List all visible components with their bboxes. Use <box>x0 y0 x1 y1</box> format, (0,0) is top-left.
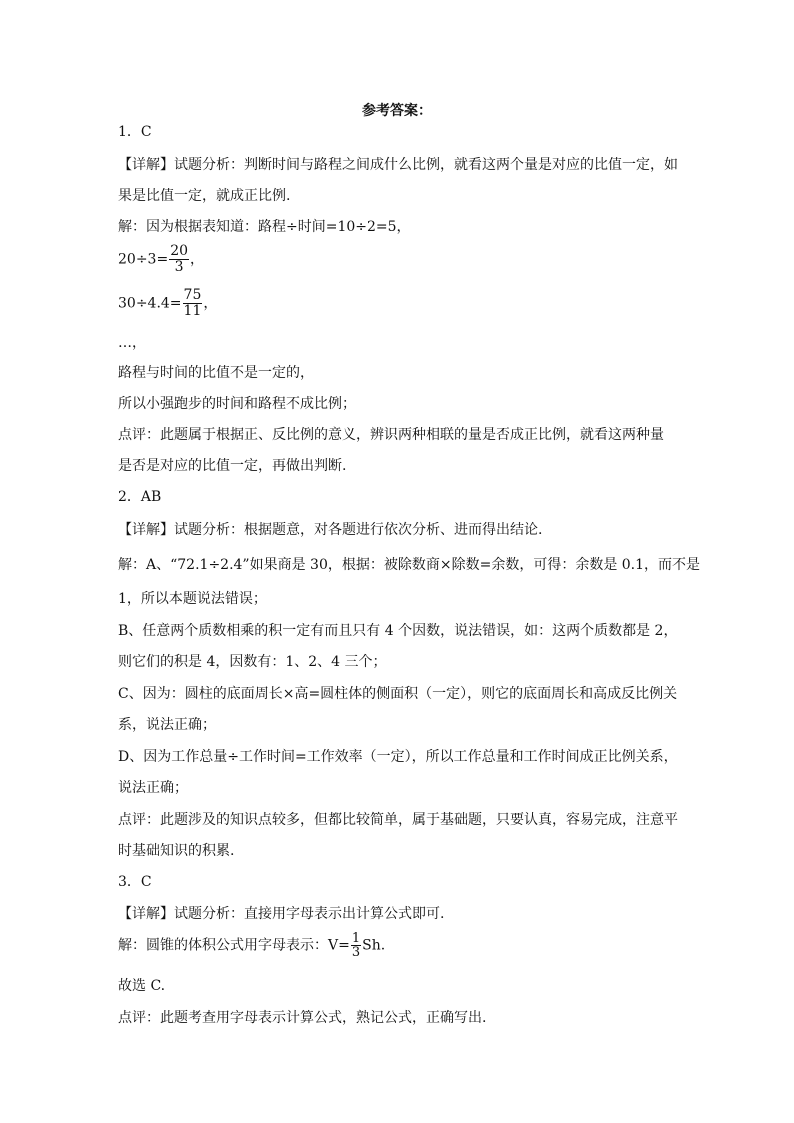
q3-answer: 3．C <box>118 874 152 890</box>
q2-review-line-2: 时基础知识的积累. <box>118 843 235 859</box>
q3-solution-left: 解：圆锥的体积公式用字母表示：V= <box>118 937 350 954</box>
q2-option-a-line-1: 解：A、“72.1÷2.4”如果商是 30，根据：被除数商×除数=余数，可得：余数是 0.1，而不是 <box>118 557 701 573</box>
q2-option-d-line-1: D、因为工作总量÷工作时间=工作效率（一定），所以工作总量和工作时间成正比例关系， <box>118 749 678 765</box>
q2-option-b-line-2: 则它们的积是 4，因数有：1、2、4 三个； <box>118 654 387 670</box>
q2-review-line-1: 点评：此题涉及的知识点较多，但都比较简单，属于基础题，只要认真，容易完成，注意平 <box>118 812 678 828</box>
q1-conclusion-2: 所以小强跑步的时间和路程不成比例； <box>118 396 356 412</box>
eq2-left: 30÷4.4= <box>118 295 182 312</box>
q2-option-b-line-1: B、任意两个质数相乘的积一定有而且只有 4 个因数，说法错误，如：这两个质数都是 2， <box>118 623 678 639</box>
eq2-fraction <box>183 288 203 319</box>
q2-option-a-line-2: 1，所以本题说法错误； <box>118 591 267 607</box>
q1-answer: 1．C <box>118 124 152 140</box>
q1-ellipsis: …， <box>118 335 146 351</box>
q3-numerator: 1 <box>351 931 361 946</box>
q3-fraction <box>351 932 361 959</box>
q3-detail: 【详解】试题分析：直接用字母表示出计算公式即可. <box>118 906 445 922</box>
page-title: 参考答案： <box>362 103 432 119</box>
q1-solution: 解：因为根据表知道：路程÷时间=10÷2=5， <box>118 219 411 235</box>
eq1-numerator: 20 <box>170 243 189 259</box>
q2-detail: 【详解】试题分析：根据题意，对各题进行依次分析、进而得出结论. <box>118 522 543 538</box>
eq2-end: ， <box>203 295 218 312</box>
q1-review-line-1: 点评：此题属于根据正、反比例的意义，辨识两种相联的量是否成正比例，就看这两种量 <box>118 427 664 443</box>
q1-detail-line-1: 【详解】试题分析：判断时间与路程之间成什么比例，就看这两个量是对应的比值一定，如 <box>118 157 678 173</box>
q2-option-c-line-2: 系，说法正确； <box>118 717 216 733</box>
q1-review-line-2: 是否是对应的比值一定，再做出判断. <box>118 458 347 474</box>
q1-equation-2 <box>118 288 678 319</box>
q3-review: 点评：此题考查用字母表示计算公式，熟记公式，正确写出. <box>118 1010 487 1026</box>
q1-equation-1 <box>118 244 678 275</box>
eq1-fraction <box>169 244 189 275</box>
eq2-denominator: 11 <box>183 303 202 319</box>
eq2-numerator: 75 <box>183 287 202 303</box>
q3-choose: 故选 C. <box>118 978 166 994</box>
q2-option-c-line-1: C、因为：圆柱的底面周长×高=圆柱体的侧面积（一定），则它的底面周长和高成反比例关 <box>118 686 678 702</box>
q2-answer: 2．AB <box>118 489 162 505</box>
q1-detail-line-2: 果是比值一定，就成正比例. <box>118 188 291 204</box>
q1-conclusion-1: 路程与时间的比值不是一定的， <box>118 365 314 381</box>
q2-option-d-line-2: 说法正确； <box>118 780 188 796</box>
eq1-end: ， <box>190 251 205 268</box>
eq1-denominator: 3 <box>174 259 184 275</box>
eq1-left: 20÷3= <box>118 251 169 268</box>
q3-denominator: 3 <box>351 945 361 960</box>
q3-solution-end: Sh. <box>362 937 386 954</box>
q3-solution <box>118 932 678 959</box>
